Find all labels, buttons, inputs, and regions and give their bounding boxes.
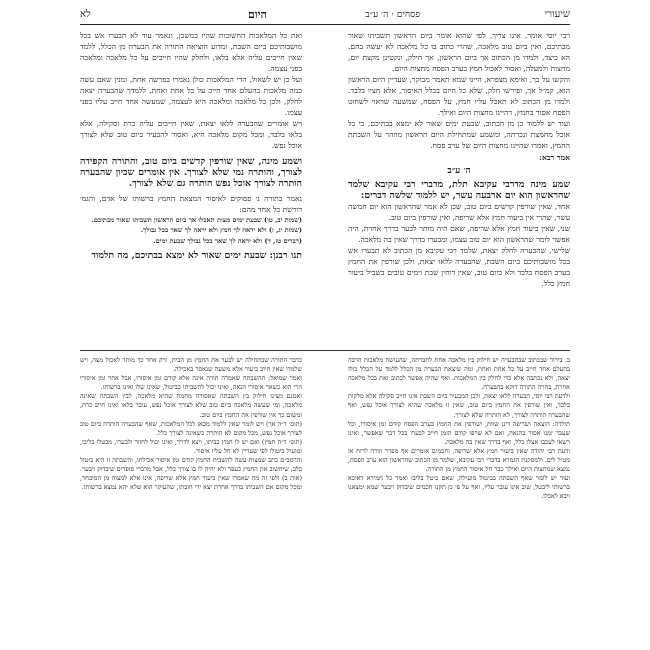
tractate-ref: פסחים · ה׳ ע״ב <box>365 10 420 20</box>
verse-reference: (שמות יב, טו) שבעת ימים מצות תאכלו אך ביום הראשון תשביתו שאור מבתיכם. <box>91 215 302 224</box>
paragraph: ואת כל המלאכות החשובות שהיו במשכן, ונאמר עוד לא תבערו אש בכל מושבותיכם ביום השבת, ומדוע הוציאה התורה את הבערה מן הכלל, ללמד שאין חייבים עליה אלא בלאו, ולחלק שהיו חייבים על כל מלאכה ומלאכה בפני עצמה. <box>80 31 302 74</box>
note-paragraph: ודעת רבי יהודה שאין ביעור חמץ אלא שריפה, וחכמים אומרים אף מפרר וזורה לרוח או מטיל לים. ולמסקנת הגמרא בדברי רבי עקיבא, שלמד מן הכתוב שהראשון הוא ערב הפסח, נמצא שמחצות היום ואילך כבר חל איסור החמץ מן התורה. <box>348 446 570 474</box>
paragraph: שלישי, שהבערה לחלק יצאת, שלמד רבי עקיבא מן הכתוב לא תבערו אש בכל מושבותיכם ביום השבת, שהבערה ללאו יצאת, ולכן שורפין את החמץ בערב הפסח בלבד ולא ביום טוב, שאין דוחין שבת וימים טובים בשביל ביעור חמץ כלל. <box>348 245 570 289</box>
note-paragraph: (תוס׳ ד״ה חמץ) ואם יש לו חמץ בביתו, ויצא לדרך, ואינו יכול לחזור ולבערו, מבטלו בליבו, ומועיל ביטולו לפי שעדיין לא חל עליו איסור. <box>80 437 302 455</box>
note-paragraph: (אות ב) ולפי זה מה שאמרו שאין ביעור חמץ אלא שריפה, אינו אלא למצוה מן המובחר, ומכל מקום אם השביתו בדרך אחרת יצא ידי חובתו, שהעיקר הוא שלא יהא נמצא ברשותו. <box>80 474 302 492</box>
notes-right-column <box>348 356 570 638</box>
paragraph: נאמר בתורה ג׳ פסוקים לאיסור המצאת החמץ ברשותו של אדם, והגמ׳ דורשת כל אחד מהם: <box>80 193 302 214</box>
note-paragraph: ועוד יש לומר שאף השבתה בביטול מועילה, שאם ביטל בליבו ואמר כל חמירא דאיכא ברשותי ליבטל, שוב אינו עובר עליו, ואף על פי כן תקנו חכמים שיבדוק ויבער שמא ימצאנו ויבא לאכלו. <box>348 474 570 501</box>
section-heading: ה׳ ע״ב <box>447 165 471 176</box>
page-number: לא <box>80 9 91 20</box>
paragraph: אחד, שאין שורפין קדשים ביום טוב, שכן לא אמר שהראשון הוא יום חמשה עשר, שהרי אין ביעור חמץ אלא שריפה, ואין שורפין ביום טוב. <box>348 201 570 222</box>
note-paragraph: ב. בירור שבכתוב שבהבערה יש חילוק בין מלאכה אחת לחברתה, שהעושה מלאכות הרבה בהעלם אחד חייב על כל אחת ואחת, ומה שיצאת הבערה מן הכלל ללמד על הכלל כולו יצאה, ולא נכתבה אלא כדי לחלק בין המלאכות. ואף שהיה אפשר לכתוב זאת בכל מלאכה אחרת, בחרה התורה דוקא בהבערה. <box>348 356 570 392</box>
gemara-quote: ושמע מינה, שאין שורפין קדשים ביום טוב, והתורה הקפידה לצורך, והותרה נמי שלא לצורך. אין אומרים שכיון שהבערה הותרה לצורך אוכל נפש הותרה גם שלא לצורך. <box>80 155 302 189</box>
note-paragraph: כדבר התורה שבתחילה יש לבער את החמץ מן הבית, ורק אחר כך מותר לאכול מצה, ויש שלמדו שאין חיוב ביעור אלא משעה שנאסר באכילה. <box>80 356 302 374</box>
paragraph: ועל כן יש לשאול, הרי המלאכות כולן נאמרו בפרשה אחת, ומנין שאם עשה כמה מלאכות בהעלם אחד חייב על כל אחת ואחת, ללמדך שהבערה יצאה לחלק, ולכן כל מלאכה ומלאכה היא לעצמה, שמעשה אחד חייב עליו בפני עצמו. <box>80 75 302 118</box>
paragraph: והקשו על כך, ואימא מצפרא, היינו שמא תאמר מבוקר, שעדיין היום הראשון הוא, קמ״ל אך, ופירשו חלק, שלא כל היום בכלל האיסור, אלא חציו בלבד. ולמדו מן הכתוב לא תאכל עליו חמץ, על הפסח, שמשעה שראוי לשחוט הפסח אסור בחמץ, דהיינו מחצות היום ואילך. <box>348 75 570 118</box>
note-paragraph: והרמב״ם כתב שמצות עשה להשבית החמץ קודם זמן איסור אכילתו, והשבתה זו היא ביטול בלב, שיחשוב את החמץ כעפר ולא יהיה לו בו צורך כלל, אבל מדברי סופרים שיבדוק ויבער. <box>80 456 302 474</box>
note-paragraph: ואמר שמואל: ההשבתה שאמרה תורה אינה אלא קודם זמן איסורו, אבל אחר זמן איסורו הרי הוא כשאר איסורי הנאה, ואינו יכול להשביתו בביטול, שאינו שלו ואינו ברשותו. <box>80 374 302 392</box>
note-paragraph: (תוס׳ ד״ה אך) ויש לומר שאין ללמוד מכאן לכל המלאכות, שאף שהבערה הותרה ביום טוב לצורך אוכל נפש, מכל מקום לא הותרה כשאינה לצורך כלל. <box>80 419 302 437</box>
main-text-left-column <box>80 30 302 338</box>
main-text-right-column <box>348 30 570 338</box>
note-paragraph: ולדעת רבי יוסי, הבערה ללאו יצאת, ולכן המבעיר ביום השבת אינו חייב סקילה אלא מלקות בלבד, ואין שורפין את החמץ ביום טוב, שאין זו מלאכה שהיא לצורך אוכל נפש, ואף שהבערה הותרה לצורך, לא הותרה שלא לצורך. <box>348 392 570 419</box>
paragraph: רבי יוסי אומר, אינו צריך, לפי שהוא אומר ביום הראשון תשביתו שאור מבתיכם, ואין ביום טוב מלאכה, שהרי כתוב בו כל מלאכה לא יעשה בהם. הא כיצד, ולמדו מן הכתוב אך ביום הראשון, אך חילק, ונקטינן מקצת יום, מחצות ולמעלה, ואסור לאכול חמץ בערב הפסח מחצות היום. <box>348 31 570 74</box>
paragraph: ויש אומרים שהבערה ללאו יצאת, שאין חייבים עליה כרת וסקילה, אלא בלאו בלבד, ומכל מקום מלאכה היא, ואסור להבעיר ביום טוב שלא לצורך אוכל נפש. <box>80 119 302 151</box>
verse-reference: (דברים טז, ד) ולא יראה לך שאר בכל גבולך שבעת ימים. <box>153 236 302 245</box>
speaker-line: אמר רבא: <box>539 152 570 162</box>
running-header <box>80 8 570 25</box>
note-paragraph: תולדה: הוצאה ושריפה דינן שוות, ושורפין את החמץ בערב הפסח קודם זמן איסורו, וכל שעבר זמנו אסור בהנאה, ואם לא שרפו קודם הזמן חייב לבערו בכל דבר שאפשר, ואינו רשאי לעכבו אצלו כלל, ואף בדרך שאין בה מלאכה. <box>348 419 570 446</box>
note-paragraph: ואמנם מצינו חילוק בין השבתה שאסורה מחמת שהיא מלאכה, לבין השבתה שאינה מלאכה, ומי שעשה מלאכה ביום טוב שלא לצורך אוכל נפש, עובר בלאו ואינו חייב כרת, ומשום כך אין שורפין את החמץ ביום טוב. <box>80 392 302 419</box>
gemara-quote: שמע מינה מדרבי עקיבא תלת, מדברי רבי עקיבא שלמד שהראשון הוא יום ארבעה עשר, יש ללמוד שלשה דברים: <box>348 178 570 201</box>
footnote-divider <box>80 350 570 351</box>
paragraph: שני, שאין ביעור חמץ אלא שריפה, שאם היה מותר לבער בדרך אחרת, היה אפשר לומר שהראשון הוא יום טוב עצמו, ומבערו בדרך שאין בה מלאכה. <box>348 223 570 244</box>
header-center: היום <box>248 8 267 21</box>
verse-reference: (שמות יג, ז) ולא יראה לך חמץ ולא יראה לך שאר בכל גבולך. <box>140 226 302 235</box>
gemara-quote: תנו רבנן: שבעת ימים שאור לא ימצא בבתיכם, מה תלמוד <box>91 250 302 262</box>
book-title: שיעורי <box>544 9 570 20</box>
paragraph: ועוד יש ללמוד כן מן הכתוב, שבעת ימים שאור לא ימצא בבתיכם, כי כל אוכל מחמצת ונכרתה, ומשמע שמתחילת היום הראשון מוזהר על השבתת החמץ, ואמרו שהיינו מחצות היום של ערב פסח. <box>348 119 570 151</box>
notes-left-column <box>80 356 302 638</box>
